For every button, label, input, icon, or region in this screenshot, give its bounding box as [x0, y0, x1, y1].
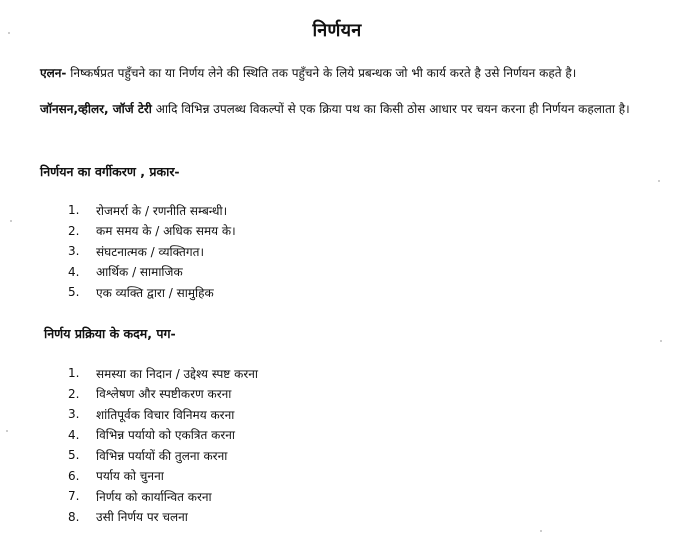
- scan-speck: [6, 430, 8, 432]
- list-item-text: एक व्यक्ति द्वारा / सामुहिक: [96, 285, 214, 300]
- scan-speck: [10, 220, 12, 222]
- list-item-number: 2.: [68, 386, 80, 401]
- scan-speck: [8, 32, 10, 34]
- list-item-number: 2.: [68, 223, 80, 238]
- list-item-number: 3.: [68, 244, 80, 259]
- list-item: [68, 486, 258, 507]
- list-item-number: 6.: [68, 468, 80, 483]
- list-item-text: उसी निर्णय पर चलना: [96, 510, 188, 525]
- list-item-number: 8.: [68, 509, 80, 524]
- definition-allen: [40, 64, 640, 82]
- list-item-number: 7.: [68, 489, 80, 504]
- list-item-text: शांतिपूर्वक विचार विनिमय करना: [96, 407, 235, 422]
- list-item: [68, 507, 258, 528]
- list-item: [68, 282, 236, 303]
- definition-johnson-text: आदि विभिन्न उपलब्ध विकल्पों से एक क्रिया पथ का किसी ठोस आधार पर चयन करना ही निर्णयन कहलाता है।: [151, 102, 630, 116]
- scan-speck: [540, 530, 542, 532]
- list-item-text: विभिन्न पर्यायों की तुलना करना: [96, 448, 228, 463]
- classification-list: [68, 200, 236, 303]
- list-item: [68, 425, 258, 446]
- list-item-number: 1.: [68, 203, 80, 218]
- list-item: [68, 363, 258, 384]
- scan-speck: [660, 340, 662, 342]
- definition-allen-author: एलन-: [40, 66, 67, 80]
- definition-johnson-authors: जॉनसन,व्हीलर, जॉर्ज टेरी: [40, 102, 152, 116]
- list-item-number: 1.: [68, 366, 80, 381]
- process-steps-list: [68, 363, 258, 527]
- list-item-text: विभिन्न पर्यायो को एकत्रित करना: [96, 428, 236, 443]
- list-item-text: समस्या का निदान / उद्देश्य स्पष्ट करना: [96, 366, 259, 381]
- list-item: [68, 241, 236, 262]
- list-item-number: 3.: [68, 407, 80, 422]
- list-item: [68, 221, 236, 242]
- scan-speck: [658, 180, 660, 182]
- list-item-number: 4.: [68, 427, 80, 442]
- list-item: [68, 200, 236, 221]
- list-item-text: कम समय के / अधिक समय के।: [96, 224, 236, 239]
- list-item-text: संघटनात्मक / व्यक्तिगत।: [96, 244, 205, 259]
- list-item-number: 5.: [68, 285, 80, 300]
- section-heading-process-steps: निर्णय प्रक्रिया के कदम, पग-: [44, 326, 176, 341]
- list-item: [68, 404, 258, 425]
- list-item: [68, 384, 258, 405]
- definition-johnson: [40, 100, 640, 118]
- list-item: [68, 262, 236, 283]
- list-item-text: पर्याय को चुनना: [96, 469, 164, 484]
- list-item: [68, 445, 258, 466]
- list-item-text: आर्थिक / सामाजिक: [96, 265, 183, 280]
- list-item-text: रोजमर्रा के / रणनीति सम्बन्धी।: [96, 203, 228, 218]
- list-item-text: निर्णय को कार्यान्वित करना: [96, 489, 212, 504]
- page-title: निर्णयन: [312, 20, 362, 41]
- list-item-number: 4.: [68, 264, 80, 279]
- list-item: [68, 466, 258, 487]
- list-item-number: 5.: [68, 448, 80, 463]
- list-item-text: विश्लेषण और स्पष्टीकरण करना: [96, 387, 232, 402]
- section-heading-classification: निर्णयन का वर्गीकरण , प्रकार-: [40, 164, 180, 179]
- definition-allen-text: निष्कर्षप्रत पहुँचने का या निर्णय लेने की स्थिति तक पहुँचने के लिये प्रबन्धक जो भी कार्य करते है उसे निर्णयन कहते है।: [66, 66, 577, 80]
